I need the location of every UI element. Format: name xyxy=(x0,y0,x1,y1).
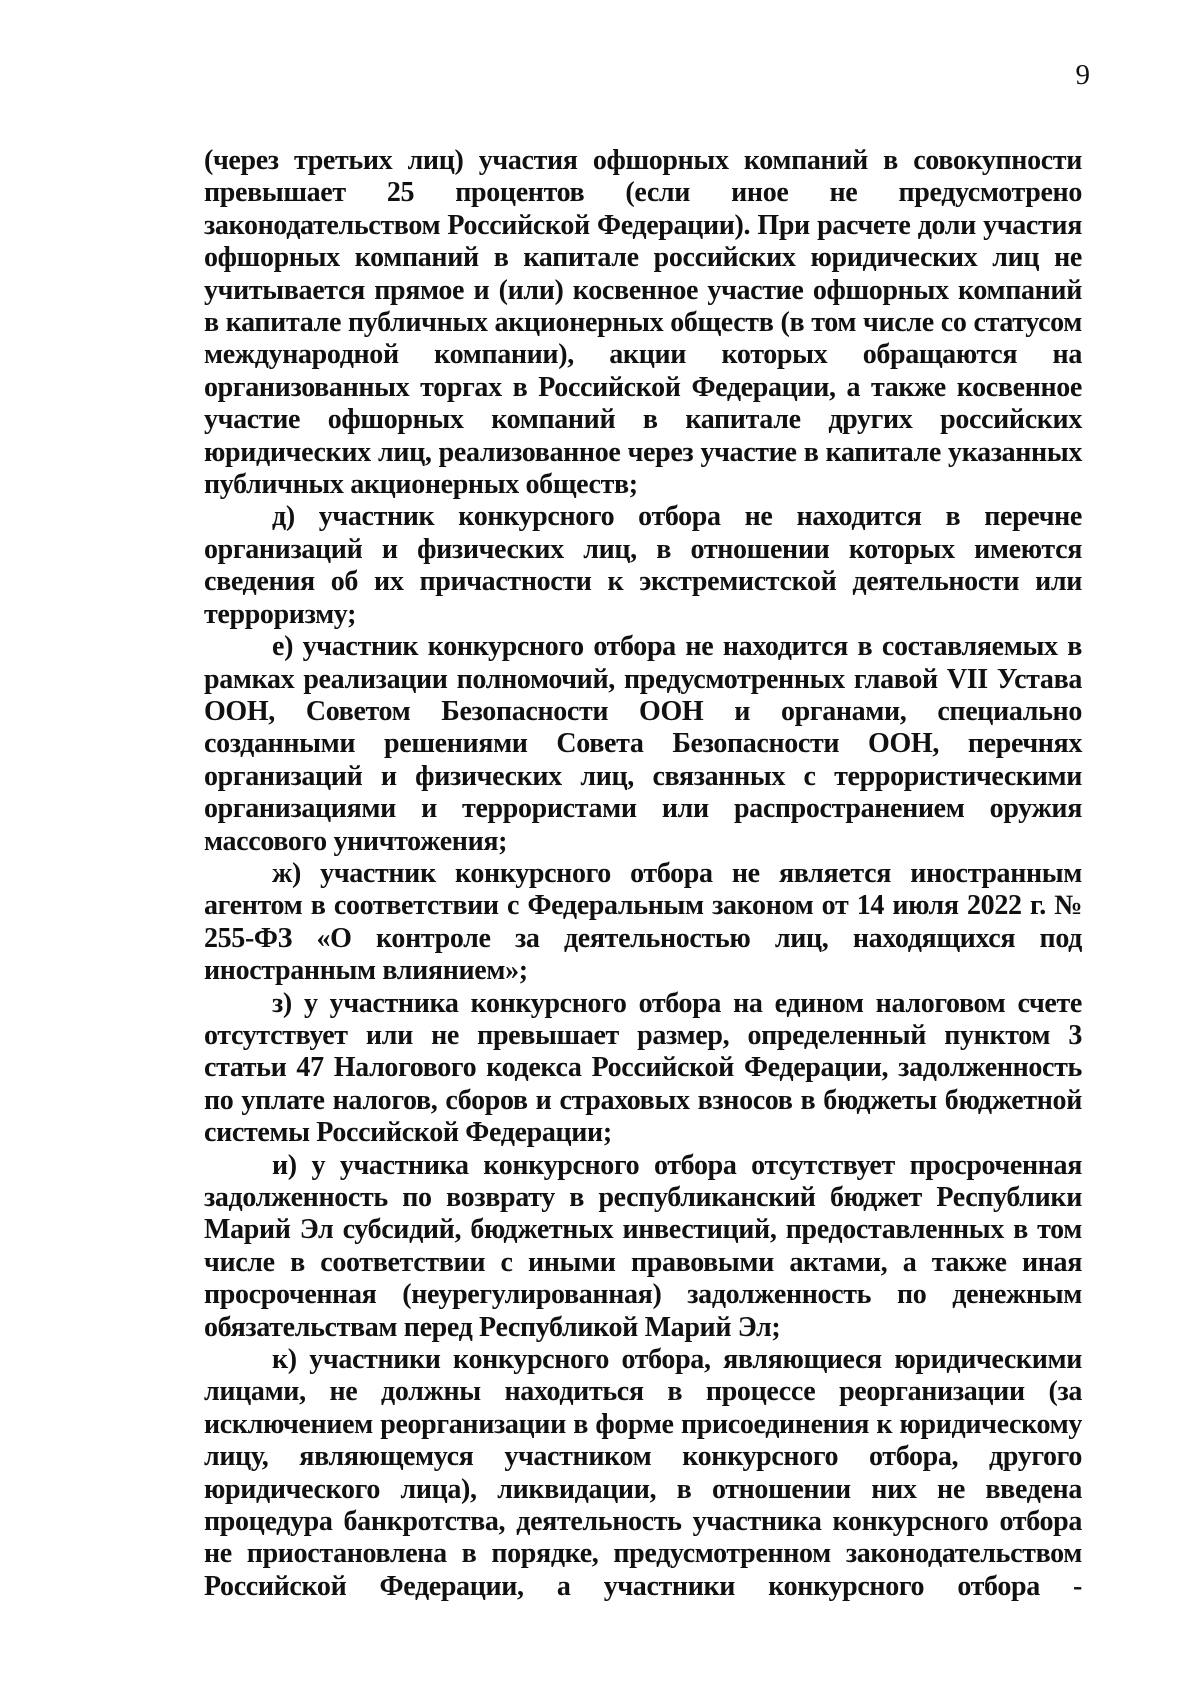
paragraph-item-zh: ж) участник конкурсного отбора не является иностранным агентом в соответствии с Федеральным законом от 14 июля 2022 г. № 255-ФЗ «О контроле за деятельностью лиц, находящихся под иностранным влиянием»; xyxy=(204,857,1082,987)
paragraph-item-e: е) участник конкурсного отбора не находится в составляемых в рамках реализации полномочий, предусмотренных главой VII Устава ООН, Советом Безопасности ООН и органами, специально созданными решениями Совета Безопасности ООН, перечнях организаций и физических лиц, связанных с террористическими организациями и террористами или распространением оружия массового уничтожения; xyxy=(204,631,1082,857)
page-number: 9 xyxy=(1075,59,1090,91)
document-body xyxy=(204,145,1082,1603)
paragraph-item-k: к) участники конкурсного отбора, являющиеся юридическими лицами, не должны находиться в процессе реорганизации (за исключением реорганизации в форме присоединения к юридическому лицу, являющемуся участником конкурсного отбора, другого юридического лица), ликвидации, в отношении них не введена процедура банкротства, деятельность участника конкурсного отбора не приостановлена в порядке, предусмотренном законодательством Российской Федерации, а участники конкурсного отбора - xyxy=(204,1344,1082,1602)
paragraph-item-z: з) у участника конкурсного отбора на едином налоговом счете отсутствует или не превышает размер, определенный пунктом 3 статьи 47 Налогового кодекса Российской Федерации, задолженность по уплате налогов, сборов и страховых взносов в бюджеты бюджетной системы Российской Федерации; xyxy=(204,987,1082,1149)
paragraph-item-i: и) у участника конкурсного отбора отсутствует просроченная задолженность по возврату в республиканский бюджет Республики Марий Эл субсидий, бюджетных инвестиций, предоставленных в том числе в соответствии с иными правовыми актами, а также иная просроченная (неурегулированная) задолженность по денежным обязательствам перед Республикой Марий Эл; xyxy=(204,1149,1082,1343)
paragraph-continuation: (через третьих лиц) участия офшорных компаний в совокупности превышает 25 процентов (если иное не предусмотрено законодательством Российской Федерации). При расчете доли участия офшорных компаний в капитале российских юридических лиц не учитывается прямое и (или) косвенное участие офшорных компаний в капитале публичных акционерных обществ (в том числе со статусом международной компании), акции которых обращаются на организованных торгах в Российской Федерации, а также косвенное участие офшорных компаний в капитале других российских юридических лиц, реализованное через участие в капитале указанных публичных акционерных обществ; xyxy=(204,145,1082,501)
paragraph-item-d: д) участник конкурсного отбора не находится в перечне организаций и физических лиц, в отношении которых имеются сведения об их причастности к экстремистской деятельности или терроризму; xyxy=(204,501,1082,630)
